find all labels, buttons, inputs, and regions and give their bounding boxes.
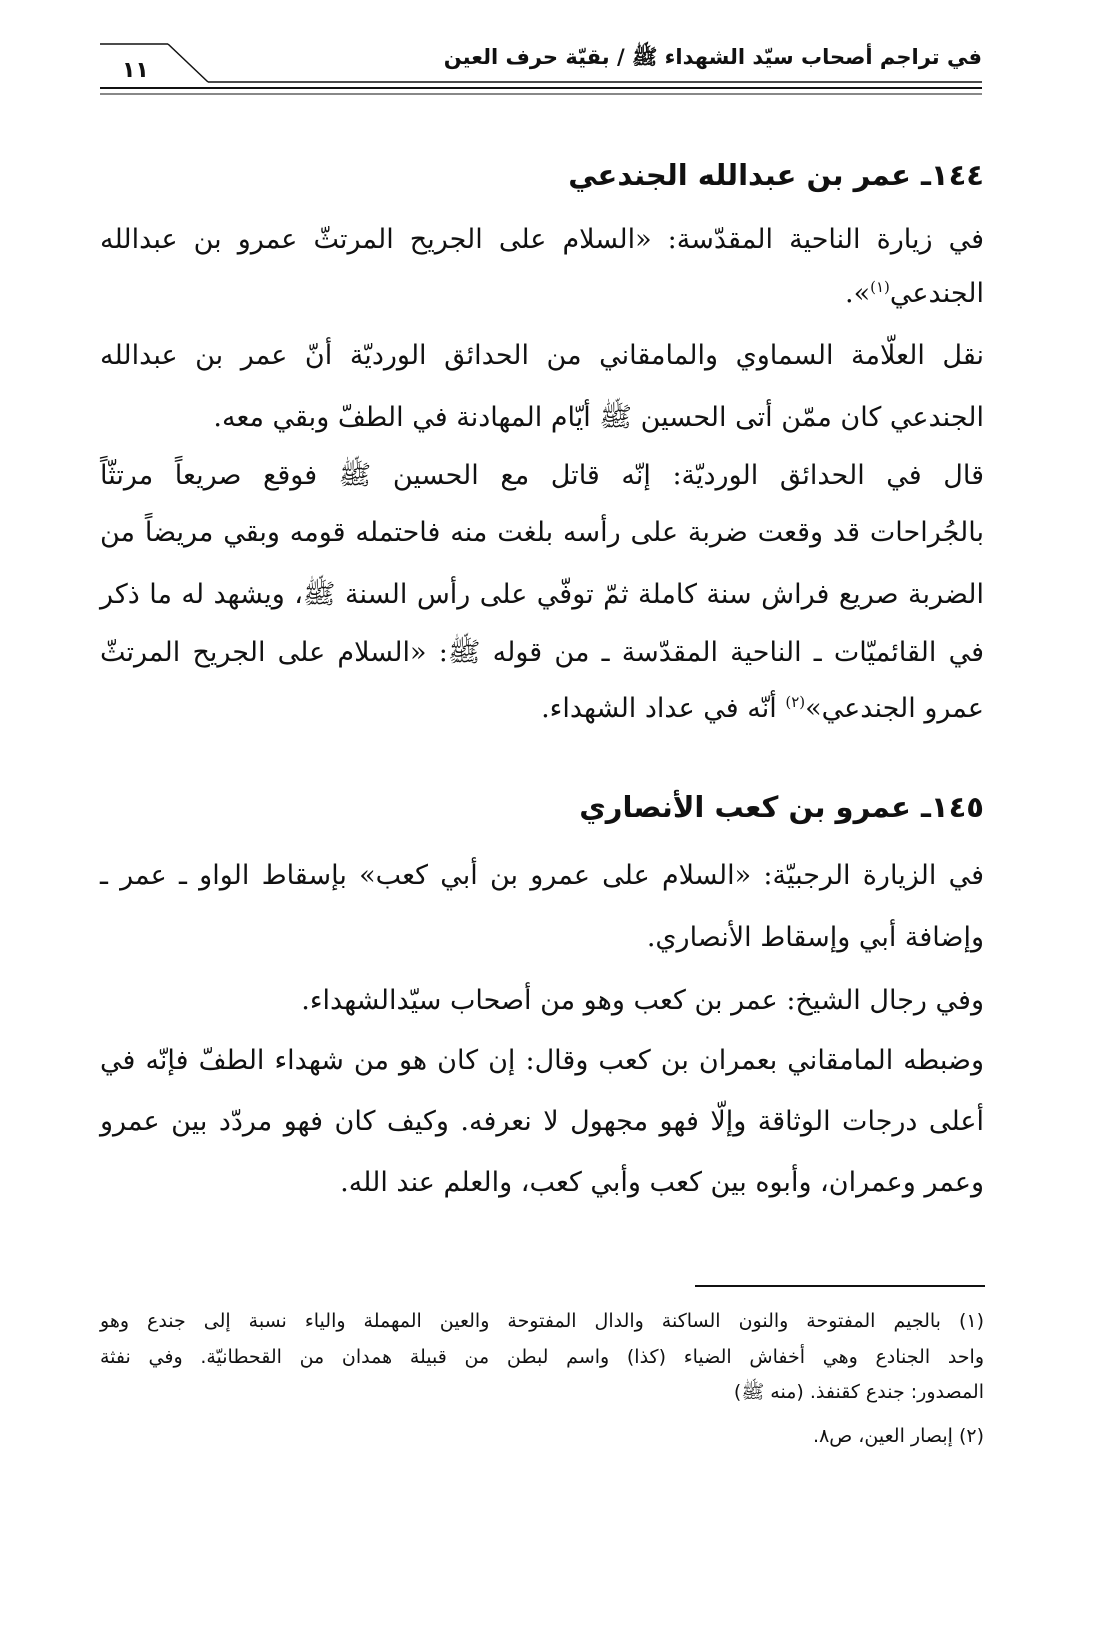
quote-close: ».: [845, 278, 871, 309]
text-line: [845, 278, 984, 309]
text-line: وعمر وعمران، وأبوه بين كعب وأبي كعب، والعلم عند الله.: [340, 1167, 984, 1198]
text-line: وإضافة أبي وإسقاط الأنصاري.: [646, 922, 984, 953]
text-line: وفي رجال الشيخ: عمر بن كعب وهو من أصحاب سيّدالشهداء.: [301, 985, 984, 1016]
text-line: بالجُراحات قد وقعت ضربة على رأسه بلغت منه فاحتمله قومه وبقي مريضاً من: [100, 517, 984, 548]
text-line: في القائميّات ـ الناحية المقدّسة ـ من قوله ﷺ: «السلام على الجريح المرتثّ: [100, 637, 984, 668]
header-title: في تراجم أصحاب سيّد الشهداء ﷺ / بقيّة حرف العين: [443, 45, 982, 69]
section-heading-145: ١٤٥ـ عمرو بن كعب الأنصاري: [579, 790, 984, 824]
footnote-line: (١) بالجيم المفتوحة والنون الساكنة والدال المفتوحة والعين المهملة والياء نسبة إلى جندع وهو: [100, 1310, 984, 1332]
text-line: في الزيارة الرجبيّة: «السلام على عمرو بن أبي كعب» بإسقاط الواو ـ عمر ـ: [100, 860, 984, 891]
text-fragment: الجندعي: [889, 278, 984, 309]
running-header: [100, 38, 982, 98]
text-fragment: عمرو الجندعي»: [805, 693, 984, 724]
text-line: الضربة صريع فراش سنة كاملة ثمّ توفّي على رأس السنة ﷺ، ويشهد له ما ذكر: [100, 579, 984, 610]
footnote-line: المصدور: جندع كقنفذ. (منه ﷺ): [733, 1381, 984, 1403]
footnote-ref: (١): [870, 278, 890, 296]
text-fragment: أنّه في عداد الشهداء.: [541, 693, 777, 724]
section-heading-144: ١٤٤ـ عمر بن عبدالله الجندعي: [568, 158, 984, 192]
text-line: في زيارة الناحية المقدّسة: «السلام على الجريح المرتثّ عمرو بن عبدالله: [100, 224, 984, 255]
text-line: نقل العلّامة السماوي والمامقاني من الحدائق الورديّة أنّ عمر بن عبدالله: [100, 340, 984, 371]
text-line: قال في الحدائق الورديّة: إنّه قاتل مع الحسين ﷺ فوقع صريعاً مرتثّاً: [100, 460, 984, 491]
footnote-line: (٢) إبصار العين، ص٨.: [813, 1425, 984, 1447]
footnote-rule: [695, 1285, 985, 1287]
text-line: أعلى درجات الوثاقة وإلّا فهو مجهول لا نعرفه. وكيف كان فهو مردّد بين عمرو: [100, 1106, 984, 1137]
page-number: ١١: [122, 58, 149, 83]
text-line: [541, 693, 984, 724]
footnote-line: واحد الجنادع وهي أخفاش الضياء (كذا) واسم لبطن من قبيلة همدان من القحطانيّة. وفي نفثة: [100, 1346, 984, 1368]
text-line: وضبطه المامقاني بعمران بن كعب وقال: إن كان هو من شهداء الطفّ فإنّه في: [100, 1045, 984, 1076]
text-line: الجندعي كان ممّن أتى الحسين ﷺ أيّام المهادنة في الطفّ وبقي معه.: [213, 402, 984, 433]
footnote-ref: (٢): [785, 693, 806, 711]
